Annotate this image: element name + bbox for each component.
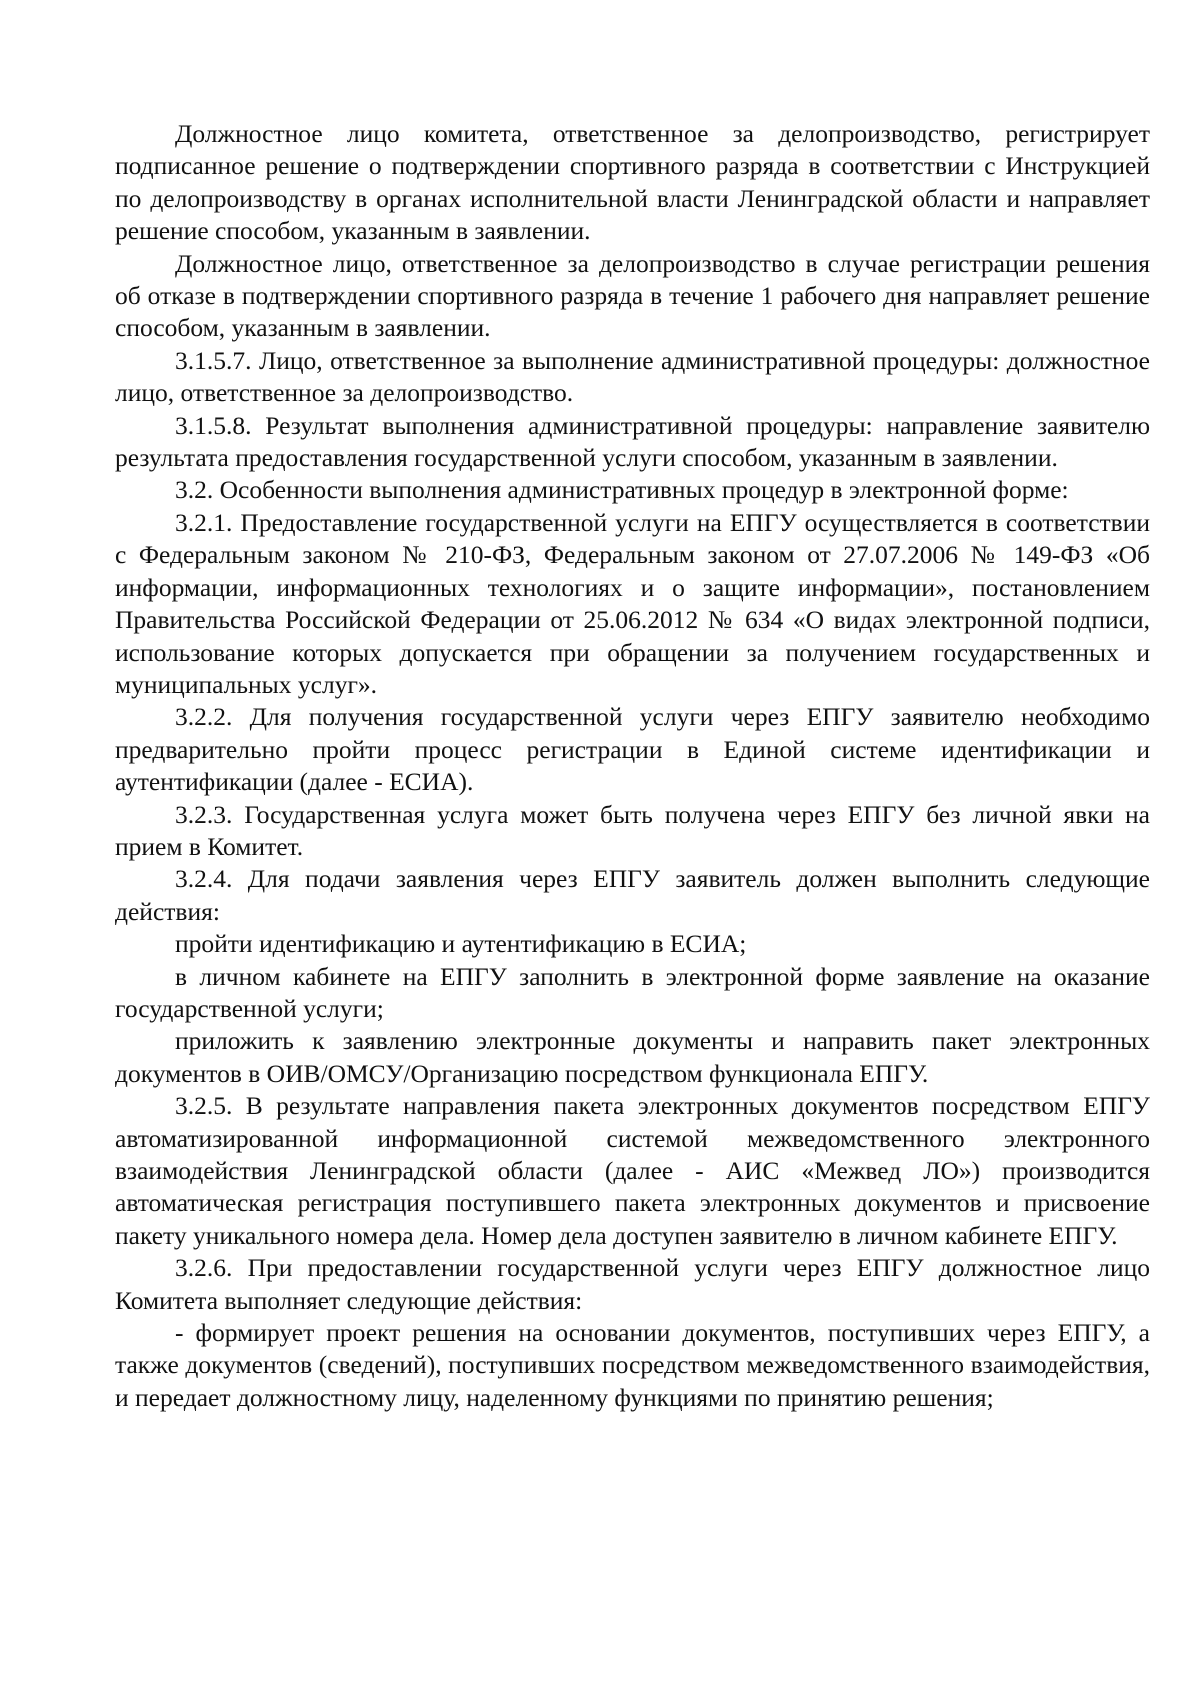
paragraph-3-2: 3.2. Особенности выполнения административных процедур в электронной форме: (175, 475, 1069, 505)
paragraph-3-2-3: 3.2.3. Государственная услуга может быть получена через ЕПГУ без личной явки на прием в Комитет. (115, 799, 1150, 861)
paragraph-draft-decision: - формирует проект решения на основании документов, поступивших через ЕПГУ, а также документов (сведений), поступивших посредством межведомственного взаимодействия, и передает должностному лицу, наделенному функциями по принятию решения; (115, 1318, 1150, 1412)
paragraph-3-2-1: 3.2.1. Предоставление государственной услуги на ЕПГУ осуществляется в соответствии с Федеральным законом № 210-ФЗ, Федеральным законом от 27.07.2006 № 149-ФЗ «Об информации, информационных технологиях и о защите информации», постановлением Правительства Российской Федерации от 25.06.2012 № 634 «О видах электронной подписи, использование которых допускается при обращении за получением государственных и муниципальных услуг». (115, 507, 1150, 699)
paragraph-step-fill-form: в личном кабинете на ЕПГУ заполнить в электронной форме заявление на оказание государственной услуги; (115, 961, 1150, 1023)
paragraph-3-2-4: 3.2.4. Для подачи заявления через ЕПГУ заявитель должен выполнить следующие действия: (115, 864, 1150, 926)
paragraph-3-2-5: 3.2.5. В результате направления пакета электронных документов посредством ЕПГУ автоматизированной информационной системой межведомственного электронного взаимодействия Ленинградской области (далее - АИС «Межвед ЛО») производится автоматическая регистрация поступившего пакета электронных документов и присвоение пакету уникального номера дела. Номер дела доступен заявителю в личном кабинете ЕПГУ. (115, 1091, 1150, 1250)
paragraph-refusal-registration: Должностное лицо, ответственное за делопроизводство в случае регистрации решения об отказе в подтверждении спортивного разряда в течение 1 рабочего дня направляет решение способом, указанным в заявлении. (115, 248, 1150, 343)
paragraph-3-2-6: 3.2.6. При предоставлении государственной услуги через ЕПГУ должностное лицо Комитета выполняет следующие действия: (115, 1253, 1150, 1315)
paragraph-3-1-5-7: 3.1.5.7. Лицо, ответственное за выполнение административной процедуры: должностное лицо, ответственное за делопроизводство. (115, 345, 1150, 408)
paragraph-step-attach-docs: приложить к заявлению электронные документы и направить пакет электронных документов в ОИВ/ОМСУ/Организацию посредством функционала ЕПГУ. (115, 1026, 1150, 1088)
paragraph-registration: Должностное лицо комитета, ответственное за делопроизводство, регистрирует подписанное решение о подтверждении спортивного разряда в соответствии с Инструкцией по делопроизводству в органах исполнительной власти Ленинградской области и направляет решение способом, указанным в заявлении. (115, 119, 1150, 246)
paragraph-3-1-5-8: 3.1.5.8. Результат выполнения административной процедуры: направление заявителю результата предоставления государственной услуги способом, указанным в заявлении. (115, 410, 1150, 473)
paragraph-step-esia: пройти идентификацию и аутентификацию в ЕСИА; (175, 929, 747, 959)
paragraph-3-2-2: 3.2.2. Для получения государственной услуги через ЕПГУ заявителю необходимо предварительно пройти процесс регистрации в Единой системе идентификации и аутентификации (далее - ЕСИА). (115, 702, 1150, 797)
